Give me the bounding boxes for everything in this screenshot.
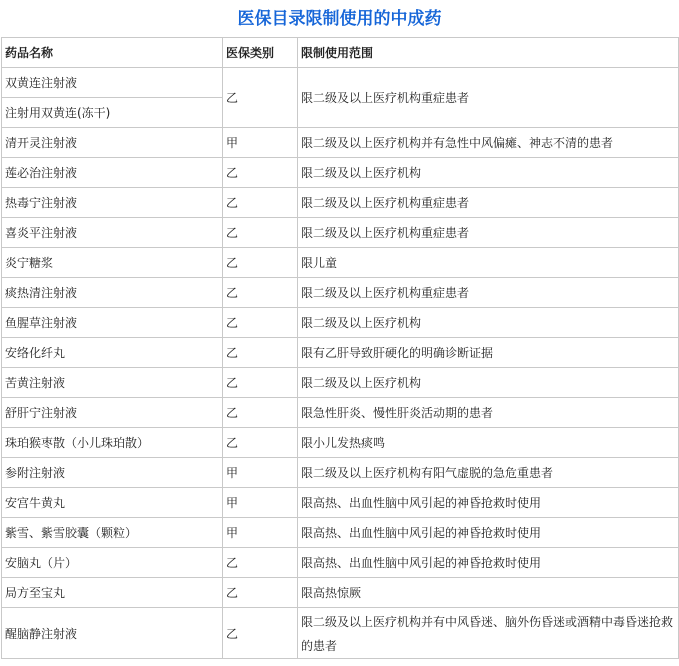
table-row [2,608,679,659]
table-row [2,428,679,458]
insurance-type-cell: 乙 [223,218,298,248]
drug-name-cell: 双黄连注射液 [2,68,223,98]
table-row [2,578,679,608]
insurance-type-cell: 乙 [223,248,298,278]
drug-name-cell: 安脑丸（片） [2,548,223,578]
insurance-type-cell: 甲 [223,488,298,518]
table-row [2,488,679,518]
restriction-scope-cell: 限儿童 [298,248,679,278]
table-row [2,368,679,398]
drug-name-cell: 醒脑静注射液 [2,608,223,659]
restriction-scope-cell: 限二级及以上医疗机构重症患者 [298,278,679,308]
page-title: 医保目录限制使用的中成药 [237,9,442,29]
drug-name-cell: 珠珀猴枣散（小儿珠珀散） [2,428,223,458]
restriction-scope-cell: 限二级及以上医疗机构并有急性中风偏瘫、神志不清的患者 [298,128,679,158]
restriction-scope-cell: 限二级及以上医疗机构重症患者 [298,68,679,128]
restriction-scope-cell: 限二级及以上医疗机构有阳气虚脱的急危重患者 [298,458,679,488]
table-row [2,218,679,248]
drug-name-cell: 清开灵注射液 [2,128,223,158]
header-insurance-type: 医保类别 [223,38,298,68]
drug-name-cell: 参附注射液 [2,458,223,488]
drug-name-cell: 安宫牛黄丸 [2,488,223,518]
table-row [2,548,679,578]
table-row [2,248,679,278]
table-row [2,398,679,428]
drug-name-cell: 安络化纤丸 [2,338,223,368]
drug-name-cell: 痰热清注射液 [2,278,223,308]
restriction-scope-cell: 限有乙肝导致肝硬化的明确诊断证据 [298,338,679,368]
drug-table [1,37,679,659]
drug-name-cell: 热毒宁注射液 [2,188,223,218]
table-row [2,338,679,368]
restriction-scope-cell: 限二级及以上医疗机构重症患者 [298,188,679,218]
insurance-type-cell: 乙 [223,398,298,428]
insurance-type-cell: 乙 [223,368,298,398]
restriction-scope-cell: 限急性肝炎、慢性肝炎活动期的患者 [298,398,679,428]
table-row [2,308,679,338]
drug-name-cell: 莲必治注射液 [2,158,223,188]
insurance-type-cell: 乙 [223,428,298,458]
header-restriction-scope: 限制使用范围 [298,38,679,68]
restriction-scope-cell: 限高热、出血性脑中风引起的神昏抢救时使用 [298,518,679,548]
table-row [2,158,679,188]
restriction-scope-cell: 限小儿发热痰鸣 [298,428,679,458]
insurance-type-cell: 乙 [223,308,298,338]
drug-name-cell: 喜炎平注射液 [2,218,223,248]
insurance-type-cell: 乙 [223,338,298,368]
insurance-type-cell: 乙 [223,578,298,608]
drug-name-cell: 炎宁糖浆 [2,248,223,278]
restriction-scope-cell: 限高热惊厥 [298,578,679,608]
table-row [2,188,679,218]
restriction-scope-cell: 限高热、出血性脑中风引起的神昏抢救时使用 [298,488,679,518]
table-row [2,278,679,308]
insurance-type-cell: 甲 [223,128,298,158]
drug-name-cell: 舒肝宁注射液 [2,398,223,428]
restriction-scope-cell: 限二级及以上医疗机构重症患者 [298,218,679,248]
table-row [2,128,679,158]
restriction-scope-cell: 限二级及以上医疗机构 [298,308,679,338]
table-row [2,68,679,98]
insurance-type-cell: 乙 [223,188,298,218]
drug-name-cell: 紫雪、紫雪胶囊（颗粒） [2,518,223,548]
restriction-scope-cell: 限高热、出血性脑中风引起的神昏抢救时使用 [298,548,679,578]
header-drug-name: 药品名称 [2,38,223,68]
drug-name-cell: 局方至宝丸 [2,578,223,608]
restriction-scope-cell: 限二级及以上医疗机构并有中风昏迷、脑外伤昏迷或酒精中毒昏迷抢救的患者 [298,608,679,659]
drug-name-cell: 苦黄注射液 [2,368,223,398]
insurance-type-cell: 乙 [223,548,298,578]
table-header-row [2,38,679,68]
drug-name-cell: 注射用双黄连(冻干) [2,98,223,128]
drug-name-cell: 鱼腥草注射液 [2,308,223,338]
insurance-type-cell: 乙 [223,68,298,128]
insurance-type-cell: 乙 [223,158,298,188]
table-row [2,458,679,488]
insurance-type-cell: 甲 [223,518,298,548]
table-row [2,518,679,548]
restriction-scope-cell: 限二级及以上医疗机构 [298,158,679,188]
insurance-type-cell: 乙 [223,278,298,308]
restriction-scope-cell: 限二级及以上医疗机构 [298,368,679,398]
insurance-type-cell: 甲 [223,458,298,488]
insurance-type-cell: 乙 [223,608,298,659]
